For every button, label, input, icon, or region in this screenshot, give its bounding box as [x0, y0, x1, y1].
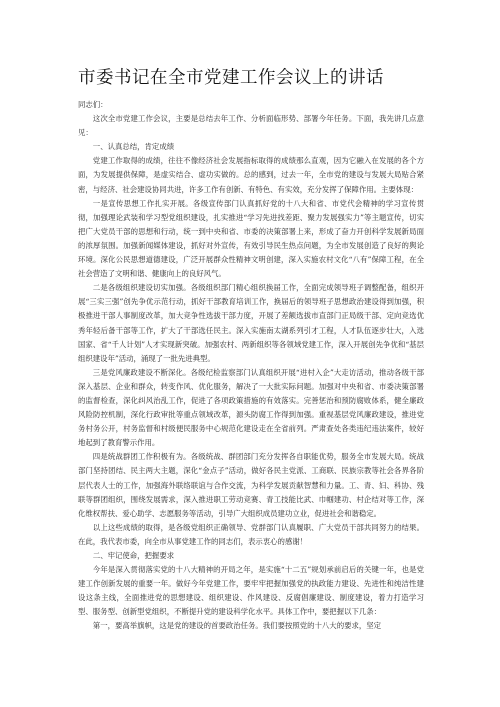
paragraph: 以上这些成绩的取得，是各级党组织正确领导、党群部门认真履职、广大党员干部共同努力的结果。在此，我代表市委，向全市从事党建工作的同志们，表示衷心的感谢！ — [78, 522, 424, 546]
section-heading: 二、牢记使命，把握要求 — [92, 551, 175, 560]
paragraph: 二是各级组织建设切实加强。各级组织部门精心组织换届工作，全面完成领导班子调整配备，组织开展“三实三强”创先争优示范行动，抓好干部教育培训工作，换届后的领导班子思想政治建设得到加强，积极推进干部人事制度改革，加大竞争性选拔干部力度，开展了差额选拔市直部门正局级干部、定向竞选优秀年轻后备干部等工作，扩大了干部选任民主。深入实施南太湖系列引才工程，人才队伍逐步壮大，入选国家、省“千人计划”人才实现新突破。加强农村、两新组织等各领域党建工作，深入开展创先争优和“基层组织建设年”活动，涌现了一批先进典型。 — [78, 283, 424, 363]
page-title: 市委书记在全市党建工作会议上的讲话 — [78, 68, 384, 88]
paragraph: 一是宣传思想工作扎实开展。各级宣传部门认真抓好党的十八大和省、市党代会精神的学习宣传贯彻，加强理论武装和学习型党组织建设，扎实推进“学习先进找差距、聚力发展强实力”等主题宣传，切实把广大党员干部的思想和行动，统一到中央和省、市委的决策部署上来，形成了奋力开创科学发展新局面的浓厚氛围。加强新闻媒体建设，抓好对外宣传，有效引导民生热点问题，为全市发展创造了良好的舆论环境。深化公民思想道德建设，广泛开展群众性精神文明创建，深入实施农村文化“八有”保障工程，在全社会营造了文明和谐、健康向上的良好风气。 — [78, 198, 424, 279]
section-heading: 一、认真总结，肯定成绩 — [92, 142, 175, 152]
paragraph: 党建工作取得的成绩，往往不像经济社会发展指标取得的成绩那么直观，因为它融入在发展的各个方面，为发展提供保障，是虚实结合、虚功实做的。总的感到，过去一年，全市党的建设与发展大局贴合紧密，与经济、社会建设协同共进，许多工作有创新、有特色、有实效，充分发挥了保障作用。主要体现： — [78, 156, 424, 194]
document-body — [78, 98, 424, 634]
paragraph: 这次全市党建工作会议，主要是总结去年工作、分析面临形势、部署今年任务。下面，我先讲几点意见： — [78, 114, 424, 138]
salutation: 同志们： — [78, 100, 108, 109]
paragraph: 四是统战群团工作积极有为。各级统战、群团部门充分发挥各自职能优势，服务全市发展大局。统战部门坚持团结、民主两大主题，深化“金点子”活动，做好各民主党派、工商联、民族宗教等社会各界各阶层代表人士的工作，加强海外联络联谊与合作交流，为科学发展贡献智慧和力量。工、青、妇、科协、残联等群团组织，围绕发展需求，深入推进职工劳动竞赛、青工技能比武、巾帼建功、村企结对等工作，深化维权帮扶、爱心助学、志愿服务等活动，引导广大组织成员建功立业，促进社会和谐稳定。 — [78, 452, 424, 518]
paragraph: 第一，要高举旗帜，这是党的建设的首要政治任务。我们要按照党的十八大的要求，坚定 — [92, 621, 382, 631]
paragraph: 今年是深入贯彻落实党的十八大精神的开局之年，是实施“十二五”规划承前启后的关键一年，也是党建工作创新发展的重要一年。做好今年党建工作，要牢牢把握加强党的执政能力建设、先进性和纯洁性建设这条主线，全面推进党的思想建设、组织建设、作风建设、反腐倡廉建设、制度建设，着力打造学习型、服务型、创新型党组织，不断提升党的建设科学化水平。具体工作中，要把握以下几条： — [78, 565, 424, 617]
paragraph: 三是党风廉政建设不断深化。各级纪检监察部门认真组织开展“进村入企”大走访活动，推动各级干部深入基层、企业和群众，转变作风、优化服务，解决了一大批实际问题。加强对中央和省、市委决策部署的监督检查，深化纠风治乱工作，促进了各项政策措施的有效落实。完善惩治和预防腐败体系，健全廉政风险防控机制，深化行政审批等重点领域改革，源头防腐工作得到加强。重视基层党风廉政建设，推进党务村务公开，村务监督和村级便民服务中心规范化建设走在全省前列。严肃查处各类违纪违法案件，较好地起到了教育警示作用。 — [78, 367, 424, 448]
